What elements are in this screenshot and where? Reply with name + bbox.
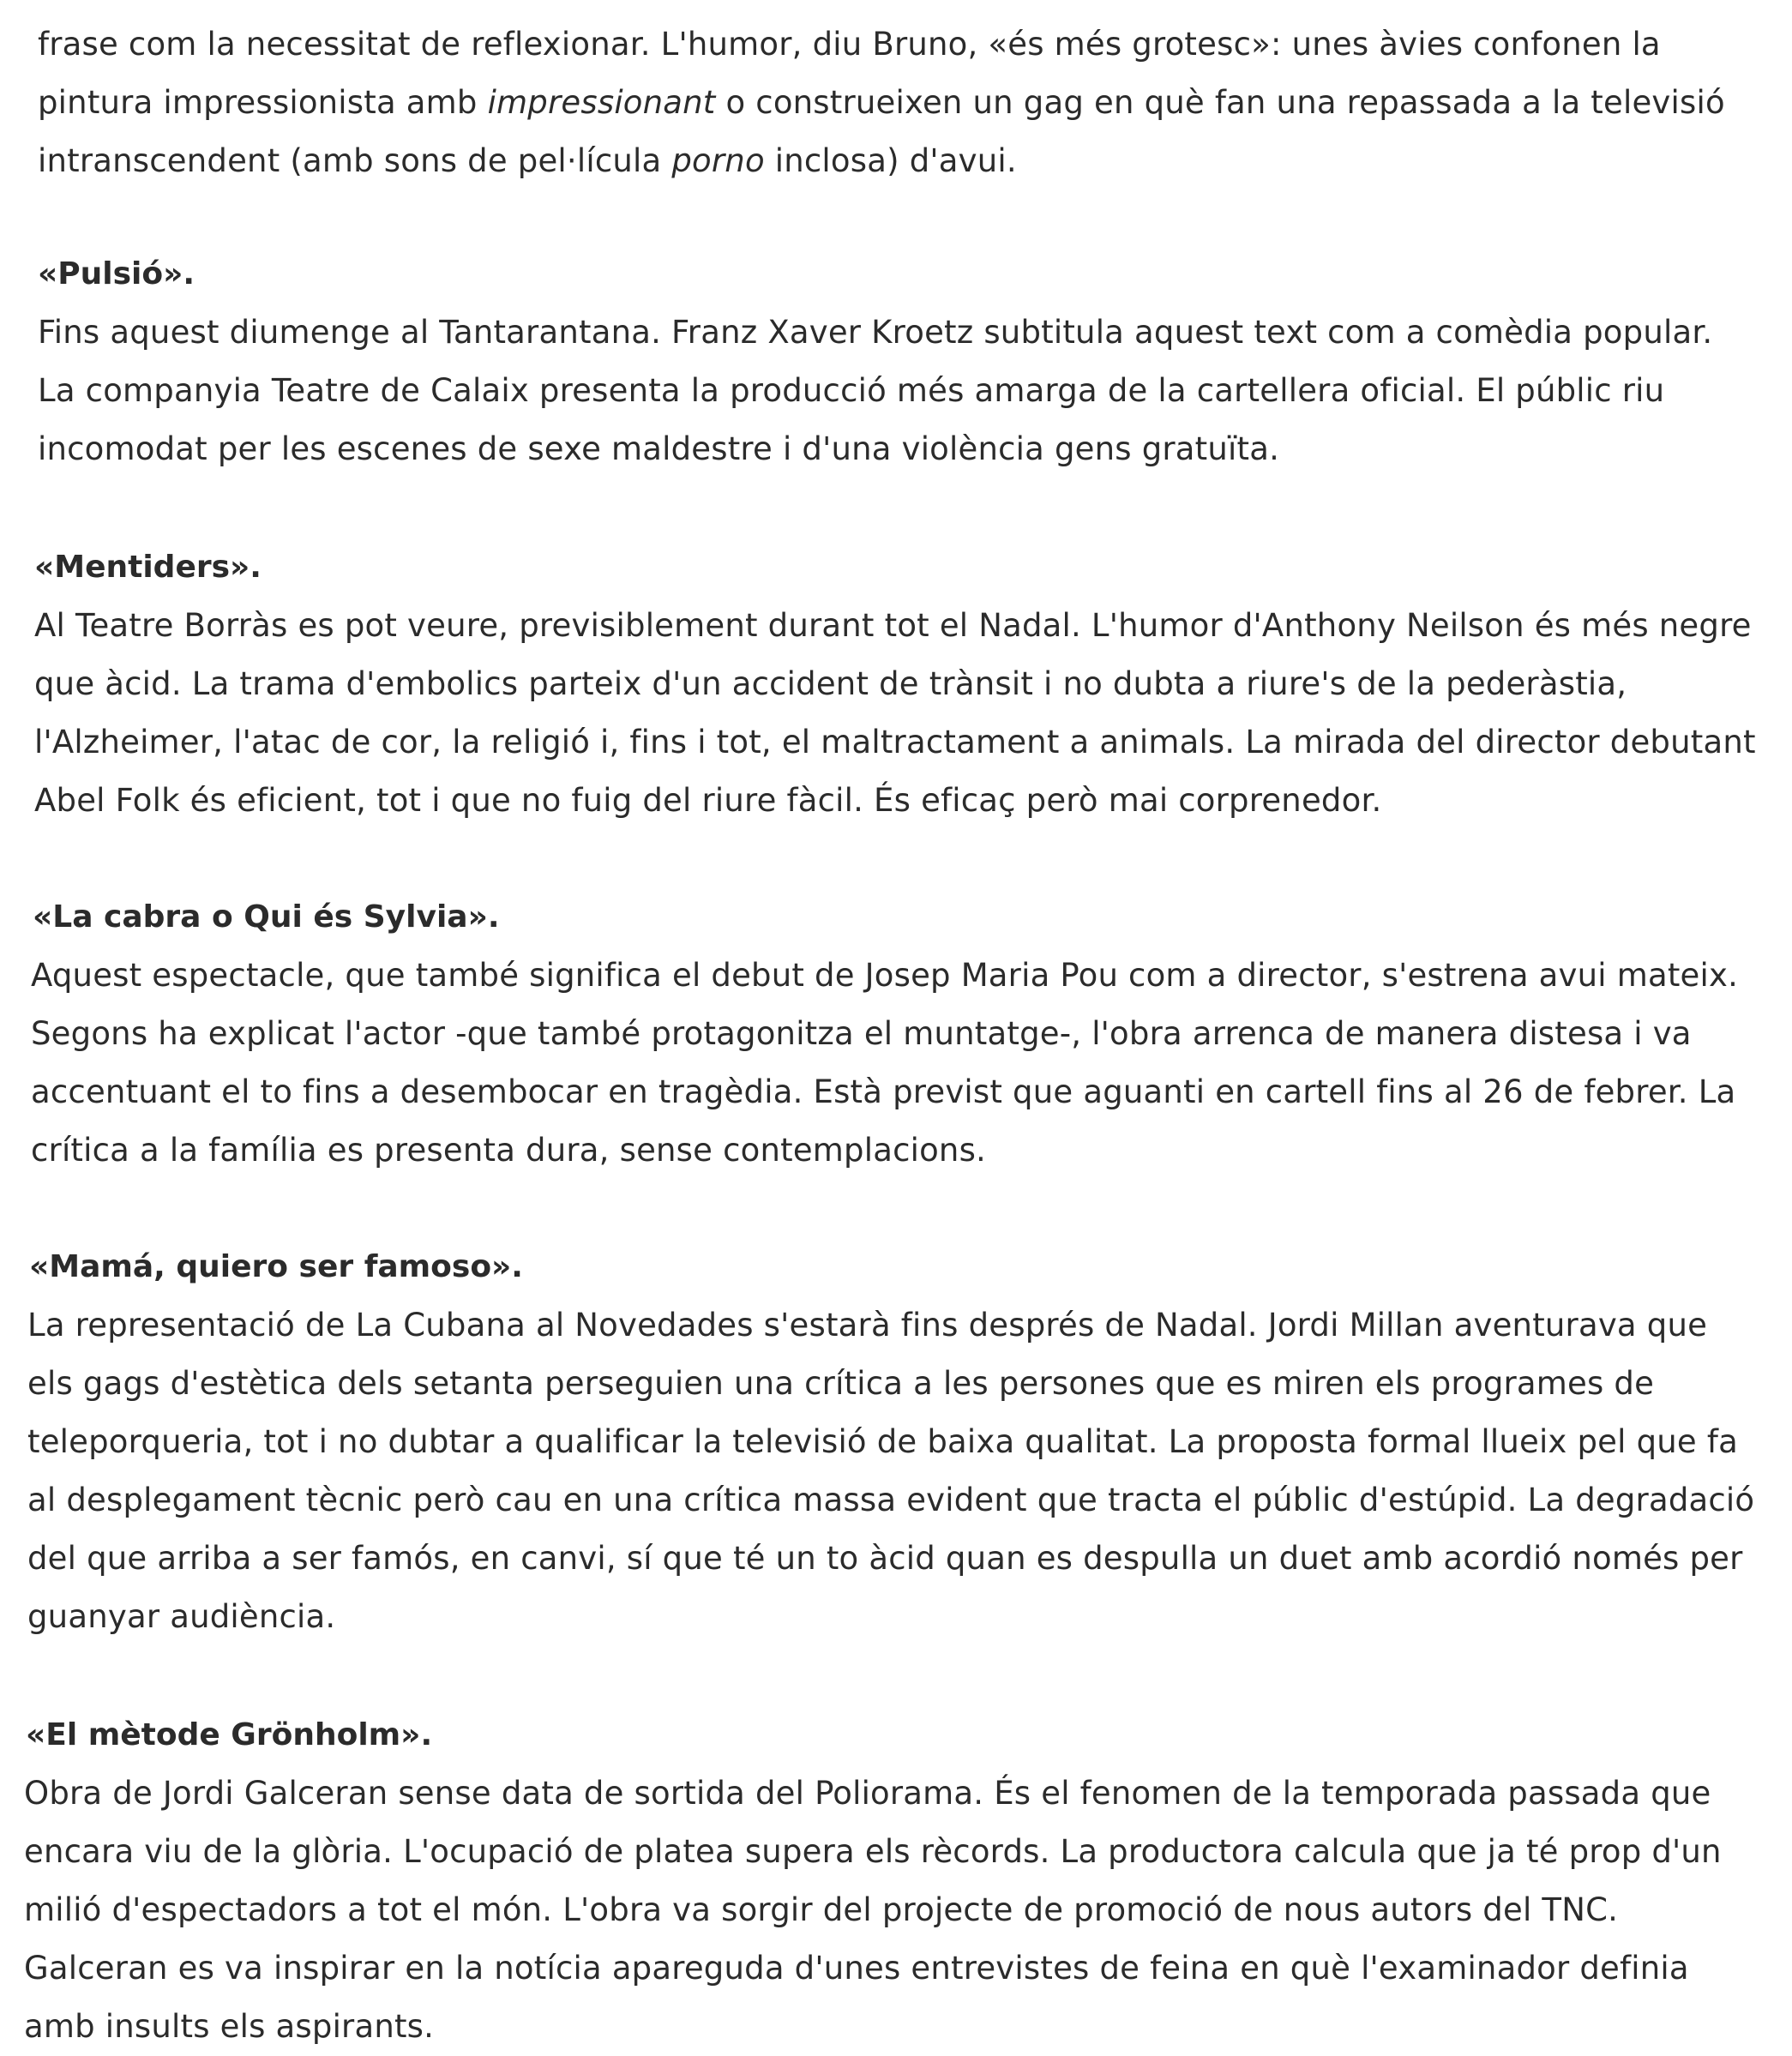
body-line: amb insults els aspirants. bbox=[24, 2008, 435, 2045]
intro-line-2-end: o construeixen un gag en què fan una repassada a la televisió bbox=[715, 84, 1725, 121]
section-title-mentiders: «Mentiders». bbox=[34, 550, 262, 585]
body-line: al desplegament tècnic però cau en una crítica massa evident que tracta el públic d'estúpid. La degradació bbox=[27, 1482, 1755, 1518]
body-line: Segons ha explicat l'actor -que també protagonitza el muntatge-, l'obra arrenca de manera distesa i va bbox=[31, 1015, 1692, 1052]
body-line: encara viu de la glòria. L'ocupació de platea supera els rècords. La productora calcula que ja té prop d'un bbox=[24, 1833, 1722, 1870]
section-title-pulsio: «Pulsió». bbox=[38, 256, 195, 292]
body-line: La companyia Teatre de Calaix presenta la producció més amarga de la cartellera oficial. El públic riu bbox=[38, 372, 1665, 409]
body-line: Galceran es va inspirar en la notícia apareguda d'unes entrevistes de feina en què l'examinador definia bbox=[24, 1950, 1689, 1987]
intro-line-2 bbox=[38, 74, 1787, 132]
body-line: La representació de La Cubana al Novedades s'estarà fins després de Nadal. Jordi Millan aventurava que bbox=[27, 1307, 1708, 1344]
body-line: teleporqueria, tot i no dubtar a qualificar la televisió de baixa qualitat. La proposta formal llueix pel que fa bbox=[27, 1423, 1738, 1460]
body-line: els gags d'estètica dels setanta perseguien una crítica a les persones que es miren els programes de bbox=[27, 1365, 1655, 1402]
intro-line-3 bbox=[38, 132, 1787, 190]
body-line: Fins aquest diumenge al Tantarantana. Franz Xaver Kroetz subtitula aquest text com a comèdia popular. bbox=[38, 314, 1713, 351]
section-body-la-cabra bbox=[31, 947, 1780, 1180]
body-line: Abel Folk és eficient, tot i que no fuig del riure fàcil. És eficaç però mai corprenedor. bbox=[34, 782, 1382, 819]
body-line: guanyar audiència. bbox=[27, 1598, 336, 1635]
section-title-mama-quiero-ser-famoso: «Mamá, quiero ser famoso». bbox=[29, 1249, 523, 1284]
section-body-pulsio bbox=[38, 304, 1787, 478]
section-body-mentiders bbox=[34, 597, 1783, 830]
body-line: accentuant el to fins a desembocar en tragèdia. Està previst que aguanti en cartell fins al 26 de febrer. La bbox=[31, 1073, 1736, 1110]
body-line: l'Alzheimer, l'atac de cor, la religió i, fins i tot, el maltractament a animals. La mirada del director debutant bbox=[34, 724, 1756, 760]
intro-emphasis-impressionant: impressionant bbox=[487, 84, 716, 121]
section-body-mama-quiero-ser-famoso bbox=[27, 1296, 1777, 1646]
body-line: del que arriba a ser famós, en canvi, sí que té un to àcid quan es despulla un duet amb acordió només per bbox=[27, 1540, 1743, 1577]
body-line: Obra de Jordi Galceran sense data de sortida del Poliorama. És el fenomen de la temporada passada que bbox=[24, 1775, 1711, 1812]
intro-line-3-end: inclosa) d'avui. bbox=[764, 142, 1017, 179]
section-title-la-cabra: «La cabra o Qui és Sylvia». bbox=[33, 899, 500, 935]
intro-line-1: frase com la necessitat de reflexionar. L'humor, diu Bruno, «és més grotesc»: unes àvies confonen la bbox=[38, 26, 1661, 63]
intro-line-3-start: intranscendent (amb sons de pel·lícula bbox=[38, 142, 672, 179]
section-body-el-metode-gronholm bbox=[24, 1764, 1773, 2056]
intro-line-2-start: pintura impressionista amb bbox=[38, 84, 488, 121]
body-line: incomodat per les escenes de sexe maldestre i d'una violència gens gratuïta. bbox=[38, 430, 1280, 467]
body-line: Al Teatre Borràs es pot veure, previsiblement durant tot el Nadal. L'humor d'Anthony Neilson és més negre bbox=[34, 607, 1752, 644]
body-line: crítica a la família es presenta dura, sense contemplacions. bbox=[31, 1132, 987, 1169]
body-line: Aquest espectacle, que també significa el debut de Josep Maria Pou com a director, s'estrena avui mateix. bbox=[31, 957, 1739, 994]
intro-paragraph bbox=[38, 15, 1787, 190]
intro-emphasis-porno: porno bbox=[671, 142, 765, 179]
section-title-el-metode-gronholm: «El mètode Grönholm». bbox=[26, 1717, 433, 1752]
body-line: que àcid. La trama d'embolics parteix d'un accident de trànsit i no dubta a riure's de la pederàstia, bbox=[34, 665, 1627, 702]
body-line: milió d'espectadors a tot el món. L'obra va sorgir del projecte de promoció de nous autors del TNC. bbox=[24, 1891, 1619, 1928]
